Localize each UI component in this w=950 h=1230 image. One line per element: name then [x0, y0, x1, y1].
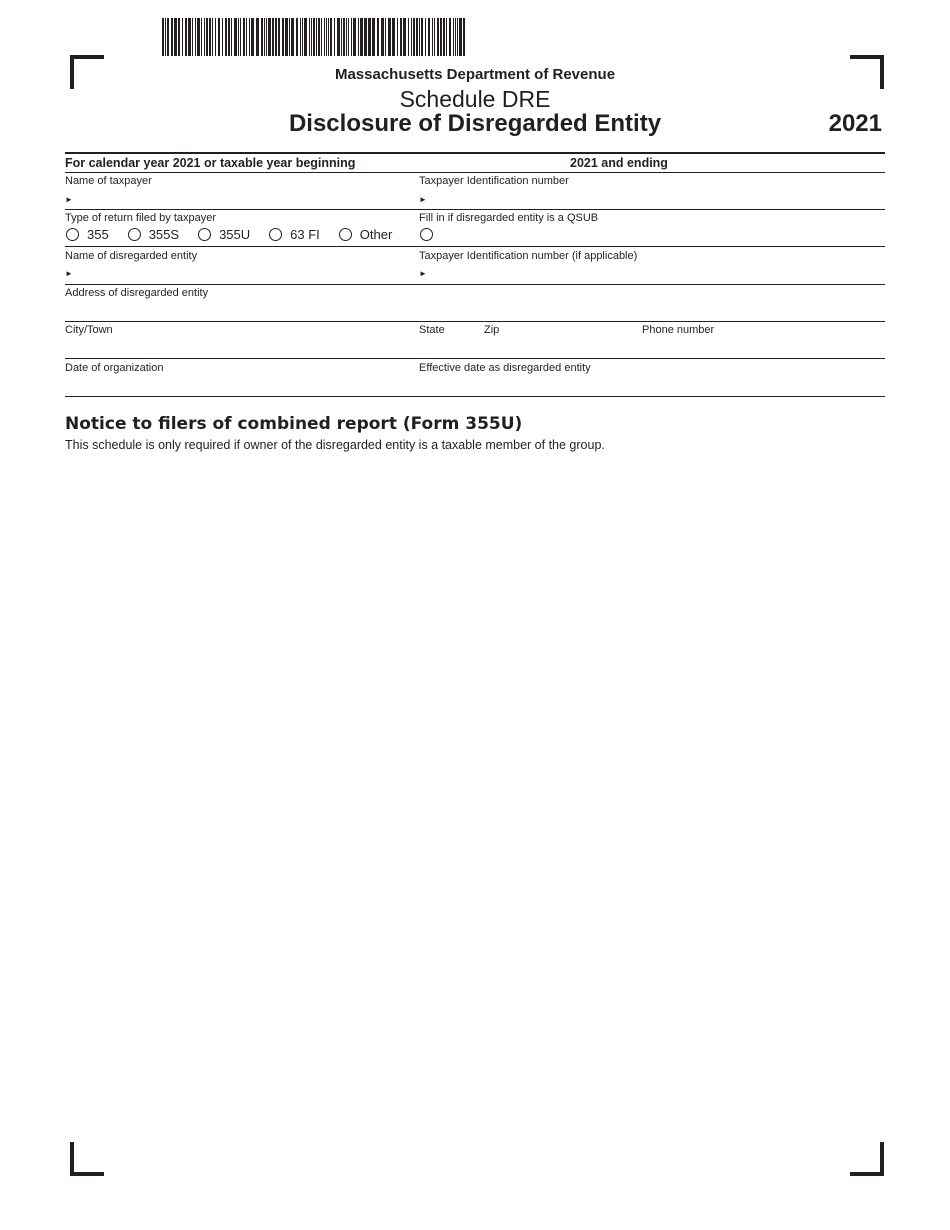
radio-icon[interactable]	[66, 228, 79, 241]
taxpayer-name-field[interactable]	[80, 190, 400, 206]
barcode-bar	[309, 18, 310, 56]
barcode-bar	[425, 18, 426, 56]
phone-label: Phone number	[642, 324, 715, 336]
divider	[65, 284, 885, 285]
city-field[interactable]	[65, 339, 405, 355]
effective-date-field[interactable]	[419, 377, 874, 393]
barcode-bar	[408, 18, 409, 56]
taxpayer-id-label: Taxpayer Identification number	[419, 175, 569, 187]
barcode-bar	[243, 18, 245, 56]
form-year: 2021	[828, 110, 882, 137]
barcode-bar	[377, 18, 379, 56]
barcode-bar	[392, 18, 395, 56]
barcode-bar	[212, 18, 213, 56]
barcode-bar	[268, 18, 271, 56]
effective-date-label: Effective date as disregarded entity	[419, 362, 591, 374]
barcode-bar	[413, 18, 415, 56]
barcode-bar	[321, 18, 322, 56]
taxpayer-name-label: Name of taxpayer	[65, 175, 152, 187]
barcode-bar	[346, 18, 347, 56]
crop-mark-bottom-right	[850, 1142, 884, 1176]
barcode-bar	[318, 18, 320, 56]
barcode-bar	[348, 18, 349, 56]
return-type-355[interactable]: 355	[66, 227, 109, 242]
barcode-bar	[341, 18, 342, 56]
barcode-bar	[228, 18, 230, 56]
barcode-bar	[388, 18, 391, 56]
barcode-bar	[195, 18, 196, 56]
divider	[65, 152, 885, 154]
phone-field[interactable]	[642, 339, 872, 355]
department-name: Massachusetts Department of Revenue	[334, 66, 616, 83]
barcode-bar	[165, 18, 166, 56]
barcode-bar	[403, 18, 406, 56]
tax-year-ending-label: 2021 and ending	[570, 156, 668, 170]
barcode-bar	[178, 18, 180, 56]
barcode-bar	[209, 18, 211, 56]
barcode-bar	[326, 18, 327, 56]
divider	[65, 172, 885, 173]
barcode-bar	[291, 18, 294, 56]
arrow-icon: ►	[65, 195, 73, 204]
barcode-bar	[419, 18, 420, 56]
barcode-bar	[222, 18, 223, 56]
barcode-bar	[449, 18, 451, 56]
barcode-bar	[304, 18, 307, 56]
barcode-bar	[337, 18, 340, 56]
barcode-bar	[437, 18, 439, 56]
return-type-label: Type of return filed by taxpayer	[65, 212, 217, 224]
radio-icon[interactable]	[339, 228, 352, 241]
barcode-bar	[278, 18, 280, 56]
zip-field[interactable]	[484, 339, 634, 355]
barcode-bar	[171, 18, 173, 56]
barcode-bar	[282, 18, 284, 56]
entity-tin-label: Taxpayer Identification number (if applicable)	[419, 250, 638, 262]
barcode-bar	[234, 18, 237, 56]
divider	[65, 209, 885, 210]
entity-tin-field[interactable]	[434, 264, 874, 280]
barcode	[162, 18, 468, 56]
divider	[65, 246, 885, 247]
city-label: City/Town	[65, 324, 113, 336]
barcode-bar	[457, 18, 458, 56]
page-title: Disclosure of Disregarded Entity	[288, 110, 662, 137]
barcode-bar	[316, 18, 317, 56]
barcode-bar	[459, 18, 462, 56]
barcode-bar	[201, 18, 202, 56]
barcode-bar	[204, 18, 205, 56]
barcode-bar	[411, 18, 412, 56]
barcode-bar	[272, 18, 274, 56]
schedule-name: Schedule DRE	[399, 86, 551, 112]
entity-name-field[interactable]	[80, 264, 400, 280]
barcode-bar	[275, 18, 277, 56]
arrow-icon: ►	[65, 269, 73, 278]
barcode-bar	[289, 18, 290, 56]
barcode-bar	[343, 18, 345, 56]
barcode-bar	[397, 18, 398, 56]
return-type-63fi[interactable]: 63 FI	[269, 227, 320, 242]
crop-mark-bottom-left	[70, 1142, 104, 1176]
return-type-other[interactable]: Other	[339, 227, 393, 242]
barcode-bar	[360, 18, 363, 56]
date-of-organization-field[interactable]	[65, 377, 405, 393]
notice-title: Notice to filers of combined report (Form 355U)	[65, 414, 523, 434]
entity-address-field[interactable]	[65, 302, 875, 318]
barcode-bar	[334, 18, 335, 56]
barcode-bar	[266, 18, 267, 56]
state-label: State	[419, 324, 445, 336]
barcode-bar	[400, 18, 402, 56]
qsub-radio[interactable]	[420, 228, 433, 241]
barcode-bar	[215, 18, 216, 56]
barcode-bar	[285, 18, 288, 56]
barcode-bar	[372, 18, 375, 56]
barcode-bar	[182, 18, 183, 56]
barcode-bar	[185, 18, 187, 56]
entity-name-label: Name of disregarded entity	[65, 250, 198, 262]
barcode-bar	[353, 18, 356, 56]
barcode-bar	[364, 18, 367, 56]
barcode-bar	[192, 18, 193, 56]
barcode-bar	[313, 18, 315, 56]
radio-icon[interactable]	[269, 228, 282, 241]
tax-year-beginning-label: For calendar year 2021 or taxable year beginning	[65, 156, 356, 170]
barcode-bar	[225, 18, 227, 56]
barcode-bar	[432, 18, 433, 56]
barcode-bar	[434, 18, 435, 56]
barcode-bar	[162, 18, 164, 56]
barcode-bar	[330, 18, 332, 56]
arrow-icon: ►	[419, 195, 427, 204]
barcode-bar	[240, 18, 241, 56]
barcode-bar	[463, 18, 465, 56]
qsub-label: Fill in if disregarded entity is a QSUB	[419, 212, 599, 224]
state-field[interactable]	[419, 339, 474, 355]
date-of-organization-label: Date of organization	[65, 362, 164, 374]
barcode-bar	[296, 18, 298, 56]
barcode-bar	[264, 18, 265, 56]
barcode-bar	[416, 18, 418, 56]
barcode-bar	[174, 18, 177, 56]
barcode-bar	[197, 18, 200, 56]
barcode-bar	[188, 18, 191, 56]
barcode-bar	[256, 18, 259, 56]
barcode-bar	[167, 18, 169, 56]
arrow-icon: ►	[419, 269, 427, 278]
barcode-bar	[428, 18, 430, 56]
barcode-bar	[446, 18, 447, 56]
barcode-bar	[324, 18, 325, 56]
barcode-bar	[238, 18, 239, 56]
barcode-bar	[249, 18, 250, 56]
return-type-355u[interactable]: 355U	[198, 227, 250, 242]
notice-body: This schedule is only required if owner of the disregarded entity is a taxable member of the group.	[65, 438, 605, 452]
barcode-bar	[218, 18, 220, 56]
zip-label: Zip	[484, 324, 500, 336]
barcode-bar	[385, 18, 386, 56]
barcode-bar	[251, 18, 254, 56]
barcode-bar	[231, 18, 232, 56]
barcode-bar	[311, 18, 312, 56]
return-type-355s[interactable]: 355S	[128, 227, 179, 242]
barcode-bar	[381, 18, 384, 56]
barcode-bar	[443, 18, 445, 56]
barcode-bar	[455, 18, 456, 56]
divider	[65, 321, 885, 322]
barcode-bar	[300, 18, 301, 56]
barcode-bar	[351, 18, 352, 56]
radio-icon[interactable]	[198, 228, 211, 241]
barcode-bar	[358, 18, 359, 56]
barcode-bar	[302, 18, 303, 56]
barcode-bar	[440, 18, 442, 56]
divider	[65, 358, 885, 359]
divider	[65, 396, 885, 397]
barcode-bar	[261, 18, 263, 56]
barcode-bar	[421, 18, 423, 56]
barcode-bar	[453, 18, 454, 56]
return-type-options	[66, 227, 411, 242]
barcode-bar	[368, 18, 371, 56]
radio-icon[interactable]	[128, 228, 141, 241]
barcode-bar	[328, 18, 329, 56]
entity-address-label: Address of disregarded entity	[65, 287, 209, 299]
taxpayer-id-field[interactable]	[434, 190, 874, 206]
barcode-bar	[246, 18, 247, 56]
barcode-bar	[206, 18, 208, 56]
